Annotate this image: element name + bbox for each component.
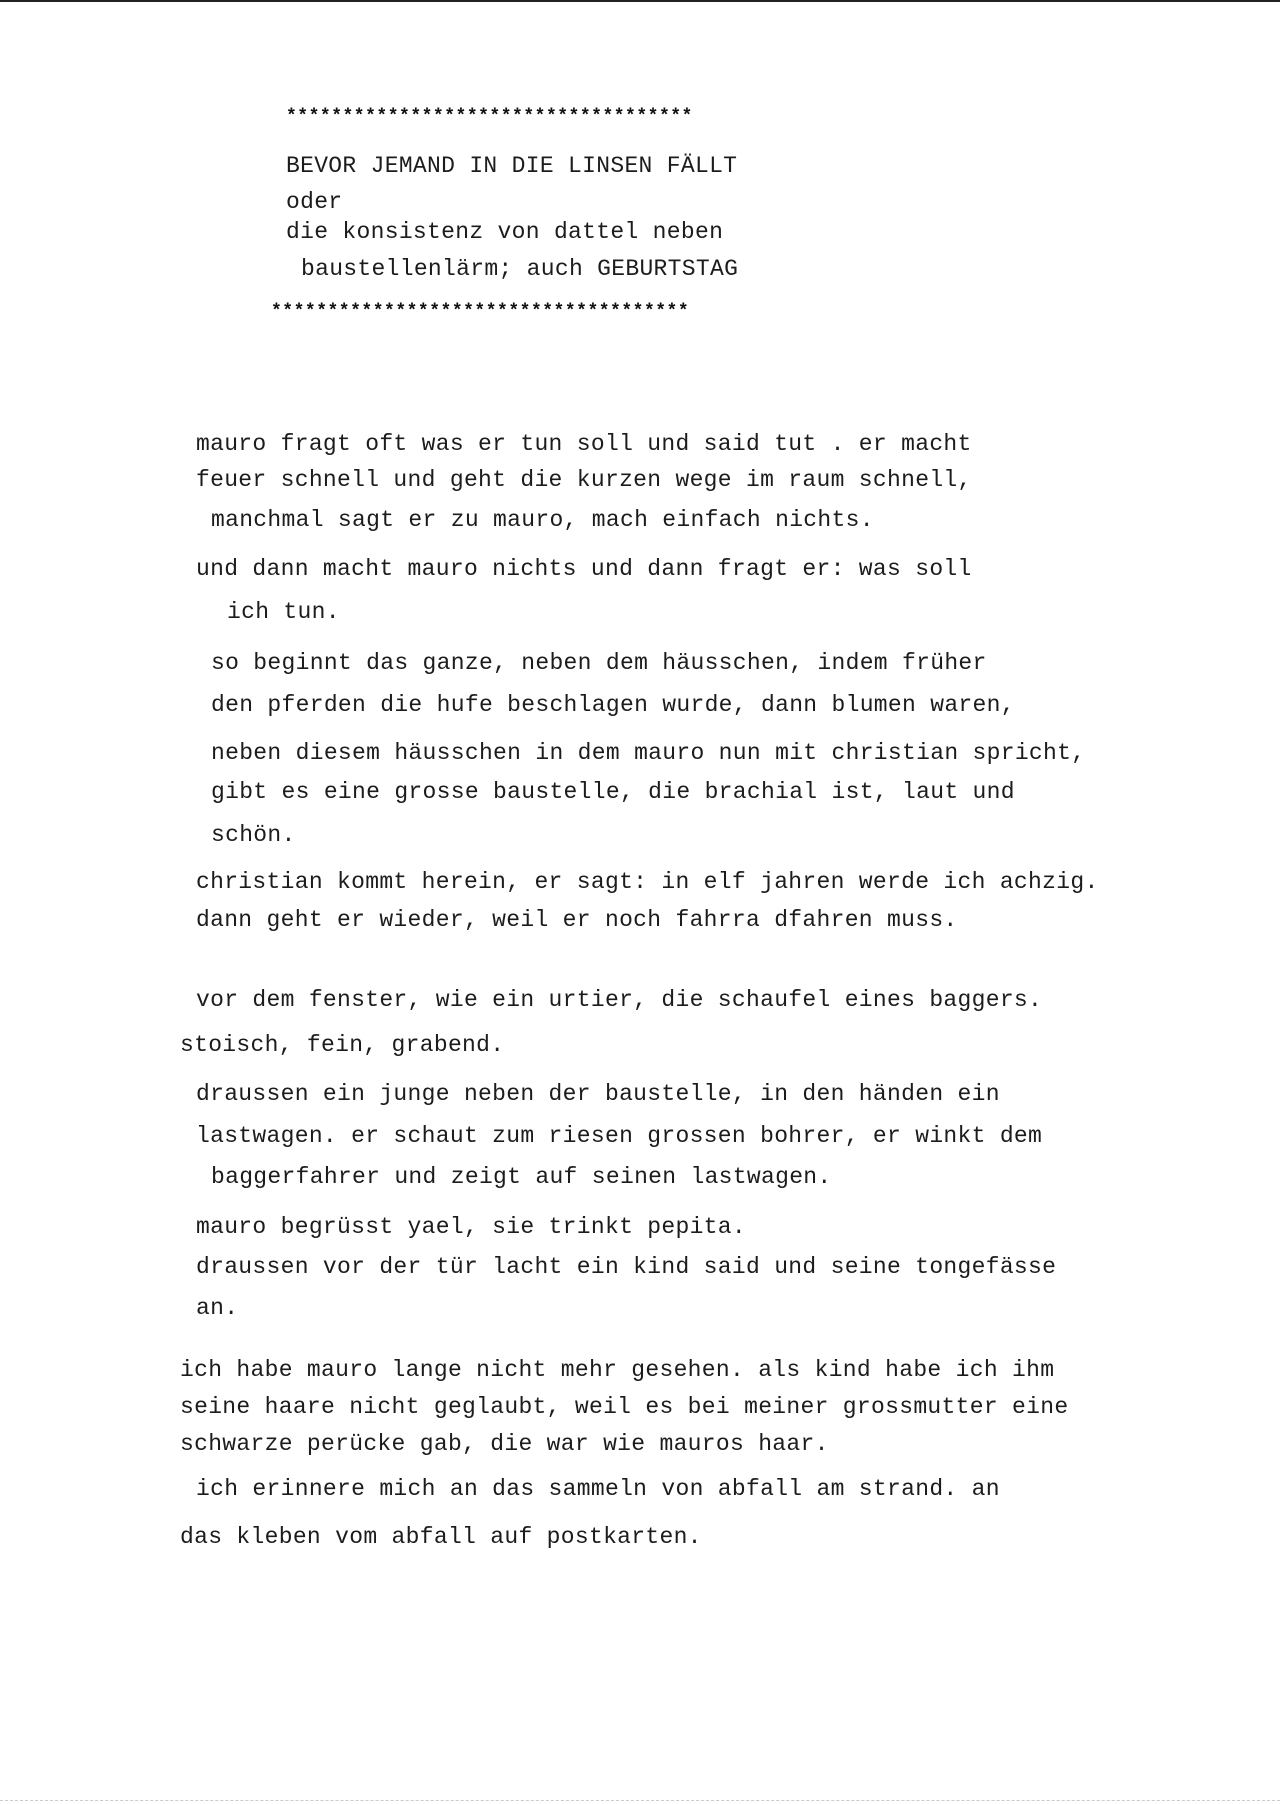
text-line: das kleben vom abfall auf postkarten. bbox=[180, 1524, 702, 1550]
text-line: und dann macht mauro nichts und dann fragt er: was soll bbox=[196, 556, 972, 582]
text-line: dann geht er wieder, weil er noch fahrra dfahren muss. bbox=[196, 907, 958, 933]
text-line: vor dem fenster, wie ein urtier, die schaufel eines baggers. bbox=[196, 987, 1043, 1013]
title-line-2: oder bbox=[286, 189, 343, 215]
text-line: an. bbox=[196, 1295, 239, 1321]
title-line-4: baustellenlärm; auch GEBURTSTAG bbox=[301, 256, 739, 282]
text-line: ich habe mauro lange nicht mehr gesehen. als kind habe ich ihm bbox=[180, 1357, 1055, 1383]
title-line-1: BEVOR JEMAND IN DIE LINSEN FÄLLT bbox=[286, 153, 738, 179]
asterisk-rule-top: ************************************ bbox=[286, 107, 693, 127]
text-line: neben diesem häusschen in dem mauro nun mit christian spricht, bbox=[211, 740, 1086, 766]
text-line: draussen ein junge neben der baustelle, in den händen ein bbox=[196, 1081, 1000, 1107]
text-line: ich erinnere mich an das sammeln von abfall am strand. an bbox=[196, 1476, 1000, 1502]
text-line: schön. bbox=[211, 822, 296, 848]
text-line: gibt es eine grosse baustelle, die brachial ist, laut und bbox=[211, 779, 1015, 805]
text-line: feuer schnell und geht die kurzen wege im raum schnell, bbox=[196, 467, 972, 493]
text-line: manchmal sagt er zu mauro, mach einfach nichts. bbox=[211, 507, 874, 533]
text-line: christian kommt herein, er sagt: in elf jahren werde ich achzig. bbox=[196, 869, 1099, 895]
text-line: draussen vor der tür lacht ein kind said und seine tongefässe bbox=[196, 1254, 1057, 1280]
text-line: seine haare nicht geglaubt, weil es bei meiner grossmutter eine bbox=[180, 1394, 1069, 1420]
page-top-edge bbox=[0, 0, 1280, 2]
text-line: mauro fragt oft was er tun soll und said tut . er macht bbox=[196, 431, 972, 457]
text-line: den pferden die hufe beschlagen wurde, dann blumen waren, bbox=[211, 692, 1015, 718]
text-line: so beginnt das ganze, neben dem häusschen, indem früher bbox=[211, 650, 987, 676]
page-bottom-edge bbox=[0, 1800, 1280, 1802]
text-line: mauro begrüsst yael, sie trinkt pepita. bbox=[196, 1214, 746, 1240]
text-line: schwarze perücke gab, die war wie mauros haar. bbox=[180, 1431, 829, 1457]
text-line: ich tun. bbox=[227, 599, 340, 625]
text-line: lastwagen. er schaut zum riesen grossen bohrer, er winkt dem bbox=[196, 1123, 1043, 1149]
title-line-3: die konsistenz von dattel neben bbox=[286, 219, 724, 245]
text-line: baggerfahrer und zeigt auf seinen lastwagen. bbox=[211, 1164, 832, 1190]
asterisk-rule-bottom: ************************************* bbox=[271, 302, 690, 322]
text-line: stoisch, fein, grabend. bbox=[180, 1032, 505, 1058]
